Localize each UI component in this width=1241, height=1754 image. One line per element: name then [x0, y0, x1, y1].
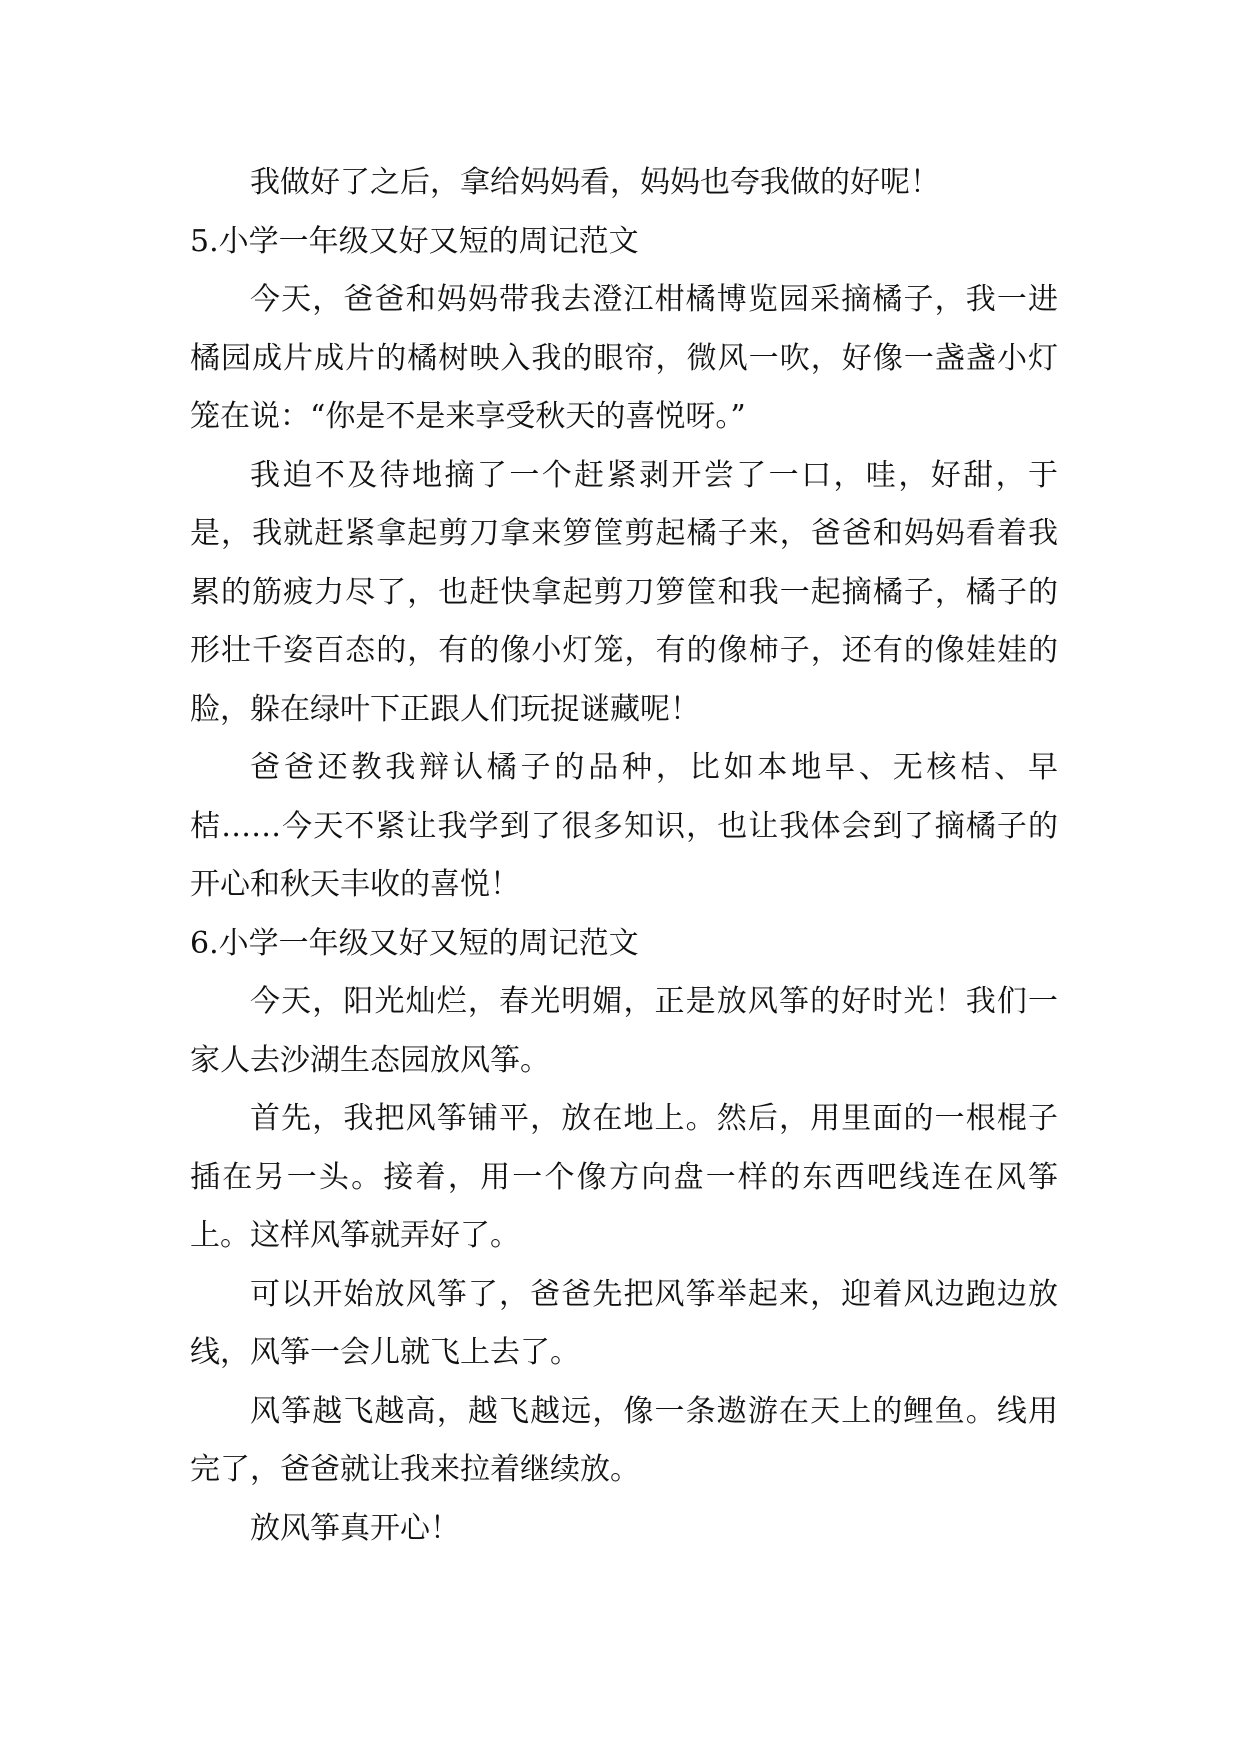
paragraph-orange-varieties: 爸爸还教我辩认橘子的品种，比如本地早、无核桔、早桔……今天不紧让我学到了很多知识，也让我体会到了摘橘子的开心和秋天丰收的喜悦！: [190, 750, 1058, 902]
section-heading-6: 6.小学一年级又好又短的周记范文: [190, 925, 639, 961]
paragraph-picking-oranges: 我迫不及待地摘了一个赶紧剥开尝了一口，哇，好甜，于是，我就赶紧拿起剪刀拿来箩筐剪起橘子来，爸爸和妈妈看着我累的筋疲力尽了，也赶快拿起剪刀箩筐和我一起摘橘子，橘子的形壮千姿百态的，有的像小灯笼，有的像柿子，还有的像娃娃的脸，躲在绿叶下正跟人们玩捉谜藏呢！: [190, 457, 1058, 727]
paragraph-sunny-day: 今天，阳光灿烂，春光明媚，正是放风筝的好时光！我们一家人去沙湖生态园放风筝。: [190, 984, 1058, 1078]
paragraph-closing-praise: 我做好了之后，拿给妈妈看，妈妈也夸我做的好呢！: [250, 165, 940, 200]
paragraph-kite-fun: 放风筝真开心！: [250, 1510, 460, 1546]
paragraph-kite-flying-high: 风筝越飞越高，越飞越远，像一条遨游在天上的鲤鱼。线用完了，爸爸就让我来拉着继续放。: [190, 1393, 1058, 1487]
document-body: [190, 154, 1058, 1558]
paragraph-launching-kite: 可以开始放风筝了，爸爸先把风筝举起来，迎着风边跑边放线，风筝一会儿就飞上去了。: [190, 1276, 1058, 1370]
paragraph-assembling-kite: 首先，我把风筝铺平，放在地上。然后，用里面的一根棍子插在另一头。接着，用一个像方向盘一样的东西吧线连在风筝上。这样风筝就弄好了。: [190, 1101, 1058, 1253]
paragraph-orange-garden: 今天，爸爸和妈妈带我去澄江柑橘博览园采摘橘子，我一进橘园成片成片的橘树映入我的眼帘，微风一吹，好像一盏盏小灯笼在说：“你是不是来享受秋天的喜悦呀。”: [190, 282, 1058, 434]
section-heading-5: 5.小学一年级又好又短的周记范文: [190, 223, 639, 259]
